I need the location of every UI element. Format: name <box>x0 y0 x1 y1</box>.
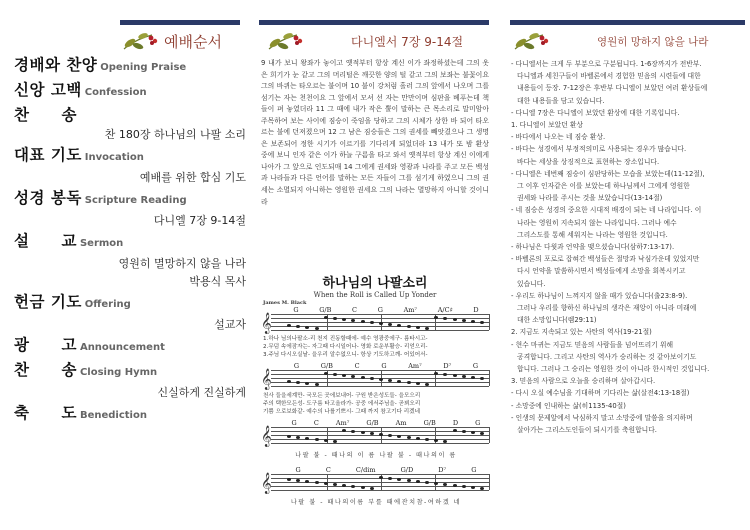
order-item <box>14 104 246 144</box>
bar-line <box>489 427 490 443</box>
note-head <box>453 484 457 487</box>
order-item-title <box>14 144 246 169</box>
note-head <box>296 325 300 328</box>
note-head <box>462 485 466 488</box>
note-head <box>416 326 420 329</box>
order-header <box>122 28 242 54</box>
order-item-english: Offering <box>84 299 131 310</box>
note-head <box>333 440 337 443</box>
note-head <box>361 486 365 489</box>
chord-symbol: G <box>381 362 387 370</box>
treble-clef-icon: 𝄞 <box>261 313 272 334</box>
chord-symbol: C <box>313 419 319 427</box>
chord-symbol: Am⁷ <box>403 306 418 314</box>
hymn-lyric-line: 3.주님 다시오실날- 을우리 알수없으니- 항상 기도하고깨- 어있어서- <box>263 351 428 358</box>
sermon-note-line: 3. 믿음의 사람으로 오늘을 승리하며 살아갑시다. <box>511 377 656 386</box>
sermon-note-line: 대한 내용들을 담고 있습니다. <box>517 96 605 105</box>
note-head <box>416 437 420 440</box>
staff-line <box>271 482 489 483</box>
order-item-english: Scripture Reading <box>84 195 187 206</box>
sermon-note-line: 2. 지금도 지속되고 있는 사탄의 역사(19-21절) <box>511 328 652 337</box>
music-staff <box>261 474 489 496</box>
note-head <box>379 322 383 325</box>
treble-clef-icon: 𝄞 <box>261 473 272 494</box>
note-head <box>425 481 429 484</box>
order-item-title <box>14 104 246 126</box>
staff-line <box>271 382 489 383</box>
note-head <box>296 381 300 384</box>
order-item <box>14 54 246 79</box>
note-head <box>388 477 392 480</box>
note-head <box>315 327 319 330</box>
order-item-title <box>14 334 246 359</box>
chord-symbol: D⁷ <box>443 362 452 370</box>
sermon-note-line: - 네 짐승은 성경의 중요한 시대적 배경이 되는 네 나라입니다. 이 <box>511 206 702 215</box>
note-head <box>324 439 328 442</box>
chord-symbol: G/B <box>319 306 332 314</box>
chord-symbol: G/B <box>366 419 379 427</box>
chord-symbol: C <box>354 362 360 370</box>
staff-line <box>271 326 489 327</box>
order-item-english: Announcement <box>79 342 165 353</box>
chord-symbol: G/B <box>320 362 333 370</box>
sermon-column <box>505 0 750 530</box>
chord-symbol: D⁷ <box>438 466 447 474</box>
order-item-title <box>14 291 246 316</box>
note-head <box>434 482 438 485</box>
note-head <box>388 434 392 437</box>
note-head <box>443 373 447 376</box>
staff-line <box>271 386 489 387</box>
berry-branch-icon <box>267 29 305 53</box>
order-item <box>14 187 246 230</box>
note-head <box>425 327 429 330</box>
note-head <box>471 431 475 434</box>
staff-line <box>271 370 489 371</box>
note-head <box>287 435 291 438</box>
sermon-note-line: - 다니엘 7장은 다니엘이 보았던 환상에 대한 기록입니다. <box>511 108 680 117</box>
note-head <box>407 325 411 328</box>
note-head <box>305 382 309 385</box>
note-head <box>315 481 319 484</box>
hymn-lyric-line: 2.무덤 속에잠자는- 자그때 다시일어나- 영화 로운부활승- 리얻으리- <box>263 343 428 350</box>
order-item-english: Confession <box>84 87 147 98</box>
order-item-korean: 축 도 <box>14 404 77 422</box>
order-item-korean: 설 교 <box>14 232 77 250</box>
music-staff <box>261 370 489 392</box>
chord-symbol: Am⁷ <box>335 419 350 427</box>
sermon-note-line: 1. 다니엘이 보았던 환상 <box>511 121 584 130</box>
order-item-english: Benediction <box>79 410 147 421</box>
note-head <box>370 432 374 435</box>
order-item-korean: 대표 기도 <box>14 146 82 164</box>
note-head <box>379 476 383 479</box>
sermon-note-line: - 바벨론의 포로로 잡혀간 백성들은 절망과 낙심가운데 있었지만 <box>511 255 700 264</box>
note-head <box>370 321 374 324</box>
note-head <box>324 316 328 319</box>
note-head <box>471 320 475 323</box>
chord-symbol: G <box>293 306 299 314</box>
order-of-worship-column <box>0 0 250 530</box>
sermon-note-line: 내용들이 등장. 7-12장은 후반부 다니엘이 보았던 여러 환상들에 <box>517 84 708 93</box>
sermon-note-line: 있습니다. <box>517 279 546 288</box>
treble-clef-icon: 𝄞 <box>261 426 272 447</box>
note-head <box>425 438 429 441</box>
berry-branch-icon <box>513 29 551 53</box>
chord-symbols <box>283 306 489 314</box>
scripture-text: 9 내가 보니 왕좌가 놓이고 옛적부터 항상 계신 이가 좌정하셨는데 그의 옷은 희기가 눈 같고 그의 머리털은 깨끗한 양의 털 같고 그의 보좌는 불꽃이요 그의 바퀴는 타오르는 불이며 10 불이 강처럼 흘러 그의 앞에서 나오며 그를 섬기는 자는 천천이요 그 앞에서 모셔 선 자는 만만이며 심판을 베푸는데 책들이 펴 놓였더라 11 그 때에 내가 작은 뿔이 말하는 큰 목소리로 말미암아 주목하여 보는 사이에 짐승이 죽임을 당하고 그의 시체가 상한 바 되어 타오르는 불에 던져졌으며 12 그 남은 짐승들은 그의 권세를 빼앗겼으나 그 생명은 보존되어 정한 시기가 이르기를 기다리게 되었더라 13 내가 또 밤 환상 중에 보니 인자 같은 이가 하늘 구름을 타고 와서 옛적부터 항상 계신 이에게 나아가 그 앞으로 인도되매 14 그에게 권세와 영광과 나라를 주고 모든 백성과 나라들과 다른 언어를 말하는 모든 자들이 그를 섬기게 하였으니 그의 권세는 소멸되지 아니하는 영원한 권세요 그의 나라는 멸망하지 아니할 것이니라 <box>261 59 489 206</box>
note-head <box>287 478 291 481</box>
sermon-note-line: 살아가는 그리스도인들이 되시기를 축원합니다. <box>517 426 657 435</box>
order-item-english: Invocation <box>84 152 144 163</box>
order-item <box>14 79 246 104</box>
note-head <box>315 438 319 441</box>
bar-line <box>489 474 490 490</box>
hymn-lyric-line: 천사 들을세계만- 국모든 곳에보내어- 구원 받은성도들- 을모으리 <box>263 393 421 399</box>
note-head <box>361 376 365 379</box>
hymn-lyric-line: 기쁨 으로보화같- 예수의 나를기쁘시- 그때 까지 참고기다 리겠네 <box>263 408 420 415</box>
note-head <box>453 318 457 321</box>
sermon-note-line: 공격합니다. 그리고 사탄의 역사가 승리하는 것 같아보이기도 <box>517 352 697 361</box>
note-head <box>342 318 346 321</box>
order-item-title <box>14 79 246 104</box>
chord-symbol: C/dim <box>355 466 376 474</box>
order-item <box>14 273 246 291</box>
order-item-korean: 찬 송 <box>14 361 77 379</box>
berry-branch-icon <box>122 29 160 53</box>
order-item-detail: 다니엘 7장 9-14절 <box>153 214 246 227</box>
chord-symbols <box>283 419 489 427</box>
scripture-heading: 다니엘서 7장 9-14절 <box>351 34 464 49</box>
order-item <box>14 402 246 427</box>
order-item-title <box>14 359 246 384</box>
note-head <box>471 376 475 379</box>
note-head <box>333 373 337 376</box>
note-head <box>462 430 466 433</box>
chord-symbol: Am⁷ <box>408 362 422 370</box>
sermon-note-line: - 바다는 성경에서 부정적의미로 사용되는 경우가 많습니다. <box>511 145 687 154</box>
chord-symbols <box>283 362 489 370</box>
note-head <box>287 324 291 327</box>
note-head <box>324 372 328 375</box>
note-head <box>324 482 328 485</box>
note-head <box>397 478 401 481</box>
order-item-korean: 헌금 기도 <box>14 293 82 311</box>
hymn-subtitle: When the Roll is Called Up Yonder <box>313 291 437 299</box>
note-head <box>471 486 475 489</box>
sermon-note-line: - 현수 마귀는 지금도 믿음의 사람들을 넘어뜨리기 위해 <box>511 340 674 349</box>
sermon-note-line: 그리스도를 통해 세워지는 나라는 영원한 것입니다. <box>517 230 668 239</box>
order-item-korean: 광 고 <box>14 336 77 354</box>
chord-symbol: G/D <box>400 466 414 474</box>
chord-symbols <box>283 466 489 474</box>
sermon-note-line: 바다는 세상을 상징적으로 표현하는 장소입니다. <box>517 157 660 166</box>
order-item-title <box>14 402 246 427</box>
note-head <box>379 378 383 381</box>
sermon-note-line: - 다시 오실 예수님을 기대하며 기다리는 삶(살전4:13-18절) <box>511 389 690 398</box>
order-item <box>14 291 246 334</box>
scripture-header <box>267 28 492 54</box>
hymn-lyric-line: 1.하나 님의나팔소-리 천지 진동할때에- 예수 영광중에구- 름타시고- <box>263 336 428 342</box>
note-head <box>407 436 411 439</box>
sermon-note-line: 합니다. 그러나 그 승리는 영원한 것이 아니라 한시적인 것입니다. <box>517 365 710 374</box>
staff-line <box>271 330 489 331</box>
note-head <box>453 429 457 432</box>
order-item-detail: 찬 180장 하나님의 나팔 소리 <box>104 128 246 141</box>
note-head <box>315 383 319 386</box>
chord-symbol: G/B <box>423 419 436 427</box>
staff-line <box>271 490 489 491</box>
header-bar <box>259 20 489 25</box>
chord-symbol: G <box>475 419 481 427</box>
sermon-note-line: - 우리도 하나님이 느껴지지 않을 때가 있습니다(출23:8-9). <box>511 291 688 300</box>
note-head <box>351 485 355 488</box>
header-bar <box>120 20 240 25</box>
staff-line <box>271 474 489 475</box>
note-head <box>361 431 365 434</box>
order-item-title <box>14 230 246 255</box>
note-head <box>333 317 337 320</box>
bar-line <box>489 370 490 386</box>
music-staff <box>261 314 489 336</box>
hymn-author: James M. Black <box>263 300 307 306</box>
note-head <box>443 317 447 320</box>
chord-symbol: G <box>295 466 301 474</box>
note-head <box>462 375 466 378</box>
order-item-korean: 경배와 찬양 <box>14 56 98 74</box>
sermon-note-line: 대한 소망입니다(렘29:11) <box>517 316 597 325</box>
note-head <box>379 433 383 436</box>
sermon-header <box>513 28 748 54</box>
note-head <box>361 320 365 323</box>
header-bar <box>510 20 745 25</box>
chord-symbol: D <box>473 306 479 314</box>
note-head <box>480 377 484 380</box>
sermon-note-line: 나라는 영원히 지속되지 않는 나라입니다. 그러나 예수 <box>517 218 677 227</box>
order-item-english: Closing Hymn <box>79 367 158 378</box>
chord-symbol: G <box>472 362 479 370</box>
note-head <box>407 479 411 482</box>
order-item-detail: 설교자 <box>214 318 246 331</box>
order-item-title <box>14 187 246 212</box>
chord-symbol: G <box>293 362 300 370</box>
chord-symbol: C <box>352 306 358 314</box>
sermon-note-line: - 소망중에 인내하는 삶(히1135-40절) <box>511 401 626 410</box>
staff-line <box>271 314 489 315</box>
hymn-sheet <box>259 276 491 528</box>
note-head <box>342 374 346 377</box>
bar-line <box>489 314 490 330</box>
sermon-note-line: - 바다에서 나오는 네 짐승 환상. <box>511 133 606 142</box>
note-head <box>462 319 466 322</box>
sermon-note-line: 다니엘과 세친구들이 바벨론에서 경험한 믿음의 시련들에 대한 <box>517 72 701 81</box>
note-head <box>370 487 374 490</box>
order-item-korean: 찬 송 <box>14 106 77 124</box>
order-item-detail: 박용식 목사 <box>189 275 246 288</box>
sermon-note-line: - 다니엘은 네번째 짐승이 심판당하는 모습을 보았는데(11-12절), <box>511 169 705 178</box>
sermon-notes <box>511 58 747 436</box>
treble-clef-icon: 𝄞 <box>261 369 272 390</box>
chord-symbol: G <box>471 466 477 474</box>
sermon-note-line: - 하나님은 다윗과 언약을 맺으셨습니다(삼하7:13-17). <box>511 243 675 252</box>
order-list <box>14 54 246 427</box>
order-item-title <box>14 54 246 79</box>
order-heading: 예배순서 <box>164 32 222 51</box>
order-item-detail: 예배를 위한 합심 기도 <box>139 171 246 184</box>
sermon-note-line: - 인생의 문제앞에서 낙심하지 말고 소망중에 말씀을 의지하며 <box>511 413 693 422</box>
sermon-note-line: 권세와 나라를 주시는 것을 보았습니다(13-14절) <box>517 194 663 203</box>
sermon-note-line: 다시 언약을 말씀하시면서 백성들에게 소망을 회복시키고 <box>517 267 686 276</box>
note-head <box>351 430 355 433</box>
chord-symbol: G <box>377 306 383 314</box>
staff-line <box>271 427 489 428</box>
chord-symbol: D <box>452 419 459 427</box>
hymn-title: 하나님의 나팔소리 <box>322 276 428 291</box>
note-head <box>407 381 411 384</box>
chord-symbol: Am <box>395 419 407 427</box>
note-head <box>287 380 291 383</box>
note-head <box>305 326 309 329</box>
hymn-refrain-line: 나팔 불 - 때나의 이 름 나팔 불 - 때나의이 름 <box>295 452 457 459</box>
note-head <box>397 435 401 438</box>
order-item-detail: 영원히 멸망하지 않을 나라 <box>118 257 246 270</box>
chord-symbol: G <box>291 419 297 427</box>
music-staff <box>261 427 489 449</box>
note-head <box>370 377 374 380</box>
note-head <box>416 480 420 483</box>
order-item-english: Sermon <box>79 238 124 249</box>
sermon-heading: 영원히 망하지 않을 나라 <box>597 35 709 48</box>
note-head <box>425 383 429 386</box>
order-item <box>14 334 246 359</box>
staff-line <box>271 443 489 444</box>
note-head <box>434 439 438 442</box>
order-item <box>14 144 246 187</box>
order-item-korean: 신앙 고백 <box>14 81 82 99</box>
hymn-refrain-line: 나팔 불 - 때나의이름 부를 때에잔치참-여하겠 네 <box>290 499 462 506</box>
order-item <box>14 359 246 402</box>
note-head <box>416 382 420 385</box>
scripture-column <box>257 0 493 530</box>
chord-symbol: C <box>325 466 331 474</box>
order-item-detail: 신실하게 진실하게 <box>157 386 246 399</box>
order-item-korean: 성경 봉독 <box>14 189 82 207</box>
order-item-english: Opening Praise <box>100 62 187 73</box>
chord-symbol: A/C♯ <box>437 306 453 314</box>
sermon-note-line: 그러나 우리를 향하신 하나님의 생각은 재앙이 아니라 미래에 <box>517 304 697 313</box>
note-head <box>453 374 457 377</box>
staff-line <box>271 439 489 440</box>
sermon-note-line: - 다니엘서는 크게 두 부분으로 구분됩니다. 1-6장까지가 전반부. <box>511 60 702 68</box>
note-head <box>333 483 337 486</box>
order-item <box>14 230 246 273</box>
note-head <box>480 321 484 324</box>
hymn-lyric-line: 주의 택한모든성- 도구름 타고올라가- 공중 에서주님을- 곧뵈오리 <box>263 400 421 407</box>
sermon-note-line: 그 이후 인자같은 이를 보았는데 하나님께서 그에게 영원한 <box>517 182 690 191</box>
